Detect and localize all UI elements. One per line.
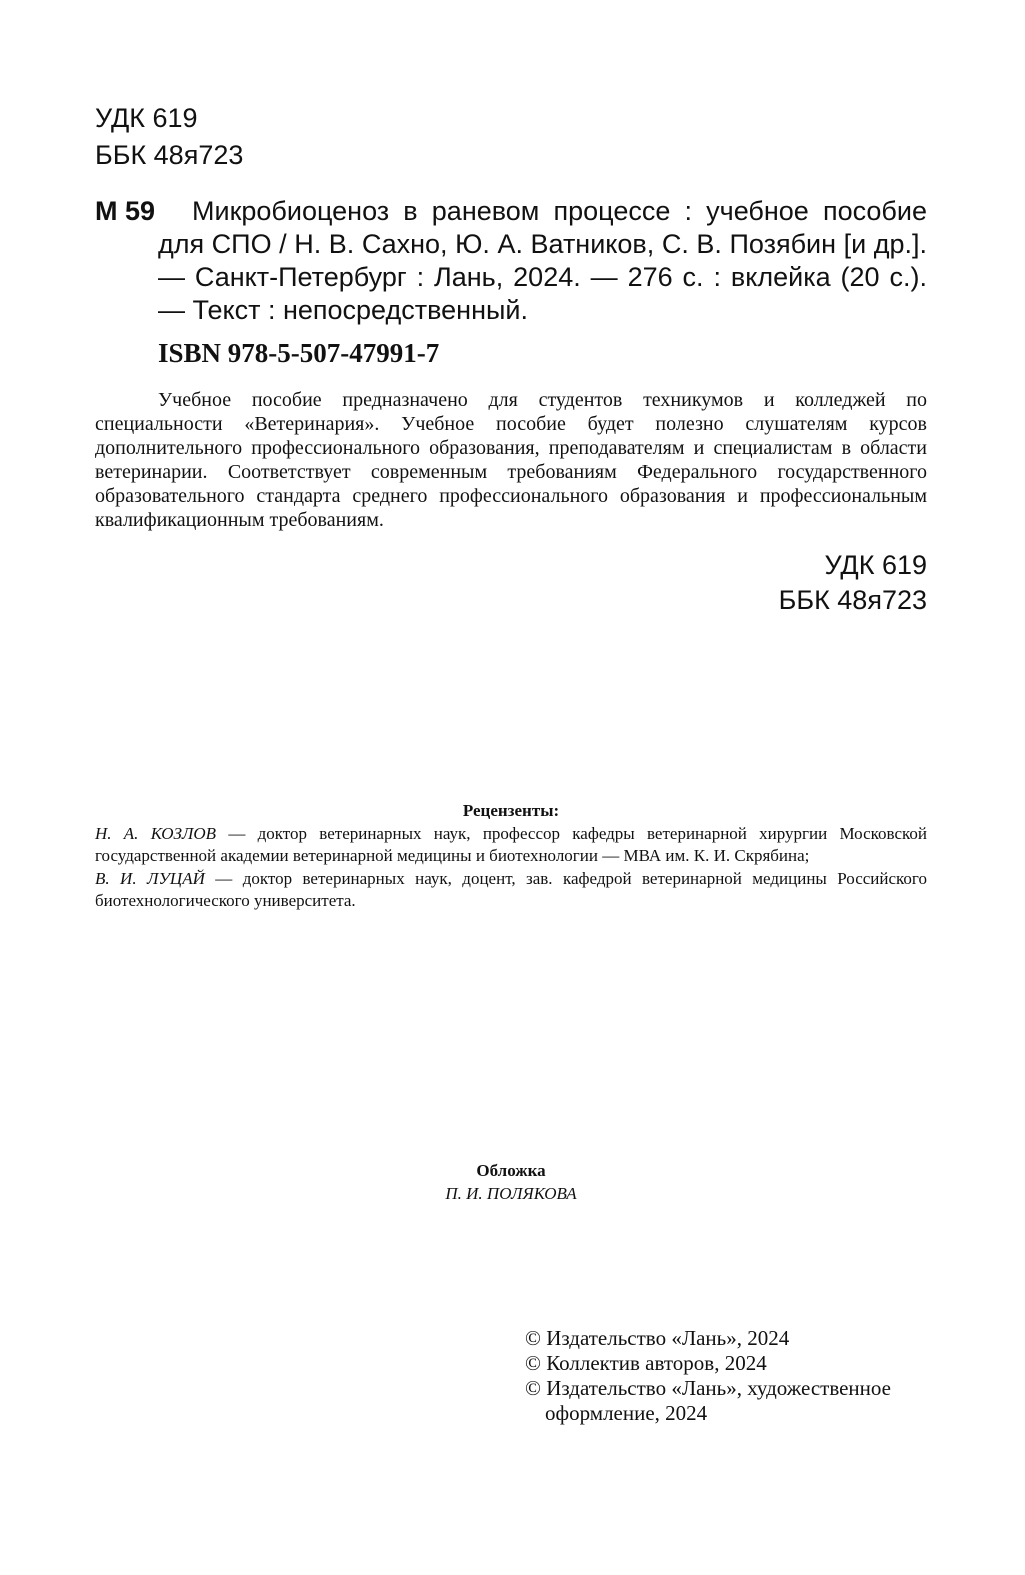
bibliographic-entry-text: Микробиоценоз в раневом процессе : учебное пособие для СПО / Н. В. Сахно, Ю. А. Ватников, С. В. Позябин [и др.]. — Санкт-Петербург : Лань, 2024. — 276 с. : вклейка (20 с.). — Текст : непосредственный. [158,196,927,325]
reviewer-entry [95,823,927,868]
reviewer-description: — доктор ветеринарных наук, профессор кафедры ветеринарной хирургии Московской государственной академии ветеринарной медицины и биотехнологии — МВА им. К. И. Скрябина; [95,823,927,865]
cover-label: Обложка [476,1161,546,1180]
cover-credit [95,1159,927,1205]
copyright-block [525,1326,945,1426]
reviewers-heading: Рецензенты: [462,801,560,820]
reviewer-name: Н. А. КОЗЛОВ [95,823,217,843]
author-mark: М 59 [95,196,156,226]
copyright-line: © Коллектив авторов, 2024 [525,1351,767,1375]
udk-code: УДК 619 [95,103,198,133]
copyright-line: © Издательство «Лань», 2024 [525,1326,790,1350]
annotation: Учебное пособие предназначено для студентов техникумов и колледжей по специальности «Ветеринария». Учебное пособие будет полезно слушателям курсов дополнительного профессионального образования, преподавателям и специалистам в области ветеринарии. Соответствует современным требованиям Федерального государственного образовательного стандарта среднего профессионального образования и профессиональным квалификационным требованиям. [95,389,927,531]
bibliographic-entry [158,195,927,327]
bbk-code: ББК 48я723 [778,585,927,615]
copyright-line: © Издательство «Лань», художественное оформление, 2024 [525,1376,891,1425]
reviewers-section [95,800,927,913]
classification-codes-top [95,100,243,174]
classification-codes-bottom [779,548,927,618]
reviewer-entry [95,868,927,913]
udk-code: УДК 619 [824,550,927,580]
reviewer-description: — доктор ветеринарных наук, доцент, зав. кафедрой ветеринарной медицины Российского биотехнологического университета. [95,868,927,910]
bbk-code: ББК 48я723 [95,140,244,170]
reviewer-name: В. И. ЛУЦАЙ [95,868,205,888]
cover-artist: П. И. ПОЛЯКОВА [445,1184,577,1203]
isbn: ISBN 978-5-507-47991-7 [158,338,440,368]
